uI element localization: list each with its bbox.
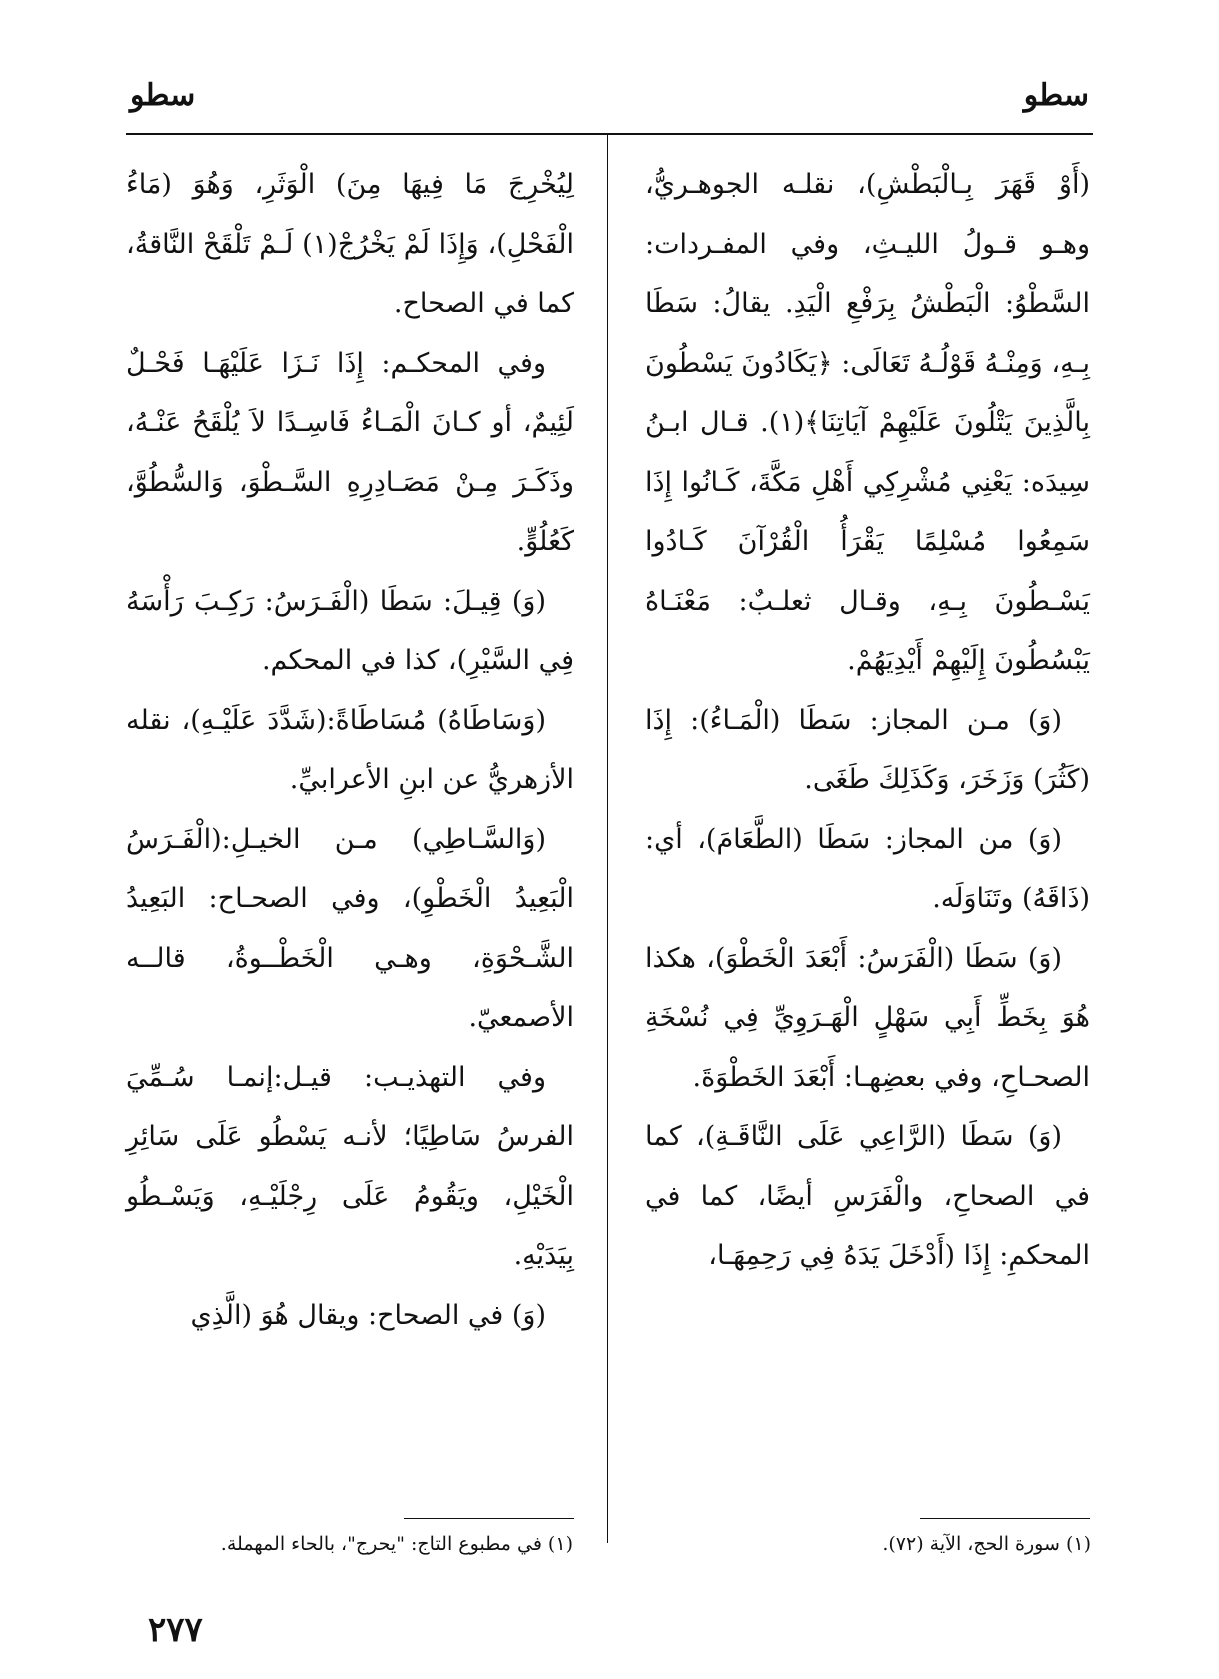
footnote-rule-right — [920, 1518, 1090, 1519]
paragraph: لِيُخْرِجَ مَا فِيهَا مِنَ) الْوَثَرِ، وَهُوَ (مَاءُ الْفَحْلِ)، وَإِذَا لَمْ يَخْرُجْ(١) لَـمْ تَلْقَحْ النَّاقةُ، كما في الصحاح. — [126, 169, 574, 319]
paragraph: وفي المحكـم: إِذَا نَـزَا عَلَيْهَـا فَحْـلٌ لَئِيمٌ، أو كـانَ الْمَـاءُ فَاسِـدًا لاَ يُلْقَحُ عَنْـهُ، وذَكَـرَ مِـنْ مَصَـادِرِهِ السَّـطْوَ، وَالسُّطُوَّ، كَعُلُوٍّ. — [126, 347, 574, 557]
footnote-rule-left — [404, 1518, 574, 1519]
paragraph: (وَسَاطَاهُ) مُسَاطَاةً:(شَدَّدَ عَلَيْـهِ)، نقله الأزهريُّ عن ابنِ الأعرابيِّ. — [126, 704, 574, 795]
paragraph: (وَ) مـن المجاز: سَطَا (الْمَـاءُ): إِذَا (كَثُرَ) وَزَخَرَ، وَكَذَلِكَ طَغَى. — [645, 704, 1090, 795]
paragraph: (وَ) من المجاز: سَطَا (الطَّعَامَ)، أي: (ذَاقَهُ) وتَنَاوَلَه. — [645, 823, 1090, 914]
right-column — [645, 155, 1090, 1286]
paragraph: (وَالسَّـاطِي) مـن الخيـلِ:(الْفَـرَسُ الْبَعِيدُ الْخَطْوِ)، وفي الصحـاح: البَعِيدُ الشَّـحْوَةِ، وهـي الْخَطْــوةُ، قالــه الأصمعيّ. — [126, 823, 574, 1033]
left-column — [126, 155, 574, 1345]
paragraph: وفي التهذيـب: قيـل:إنمـا سُـمِّيَ الفرسُ سَاطِيًا؛ لأنـه يَسْطُو عَلَى سَائِرِ الْخَيْلِ، ويَقُومُ عَلَى رِجْلَيْـهِ، وَيَسْـطُو بِيَدَيْهِ. — [126, 1061, 574, 1271]
footnote-right: (١) سورة الحج، الآية (٧٢). — [882, 1533, 1091, 1555]
paragraph: (أَوْ قَهَرَ بِـالْبَطْشِ)، نقلـه الجوهـريُّ، وهـو قـولُ الليـثِ، وفي المفـردات: السَّطْوُ: الْبَطْشُ بِرَفْعِ الْيَدِ. يقالُ: سَطَا بِـهِ، وَمِنْـهُ قَوْلُـهُ تَعَالَى: ﴿يَكَادُونَ يَسْطُونَ بِالَّذِينَ يَتْلُونَ عَلَيْهِمْ آيَاتِنَا﴾(١). قـال ابـنُ سِيدَه: يَعْنِي مُشْرِكِي أَهْلِ مَكَّةَ، كَـانُوا إِذَا سَمِعُوا مُسْلِمًا يَقْرَأُ الْقُرْآنَ كَـادُوا يَسْـطُونَ بِـهِ، وقـال ثعلـبٌ: مَعْنَـاهُ يَبْسُطُونَ إِلَيْهِمْ أَيْدِيَهُمْ. — [645, 169, 1091, 676]
running-head-left: سطو — [130, 78, 196, 113]
column-divider — [607, 133, 608, 1543]
paragraph: (وَ) سَطَا (الْفَرَسُ: أَبْعَدَ الْخَطْوَ)، هكذا هُوَ بِخَطِّ أَبِي سَهْلٍ الْهَـرَوِيِّ فِي نُسْخَةِ الصحـاحِ، وفي بعضِهـا: أَبْعَدَ الخَطْوَةَ. — [645, 942, 1090, 1093]
paragraph: (وَ) في الصحاح: ويقال هُوَ (الَّذِي — [190, 1299, 546, 1331]
footnote-left: (١) في مطبوع التاج: "يحرج"، بالحاء المهملة. — [220, 1533, 573, 1555]
page-number: ٢٧٧ — [148, 1610, 203, 1650]
running-head-right: سطو — [1023, 78, 1089, 113]
header-rule — [126, 133, 1093, 135]
paragraph: (وَ) سَطَا (الرَّاعِي عَلَى النَّاقَـةِ)، كما في الصحاحِ، والْفَرَسِ أيضًا، كما في المحكمِ: إِذَا (أَدْخَلَ يَدَهُ فِي رَحِمِهَـا، — [645, 1121, 1090, 1271]
paragraph: (وَ) قِيـلَ: سَطَا (الْفَـرَسُ: رَكِـبَ رَأْسَهُ فِي السَّيْرِ)، كذا في المحكم. — [126, 585, 574, 676]
